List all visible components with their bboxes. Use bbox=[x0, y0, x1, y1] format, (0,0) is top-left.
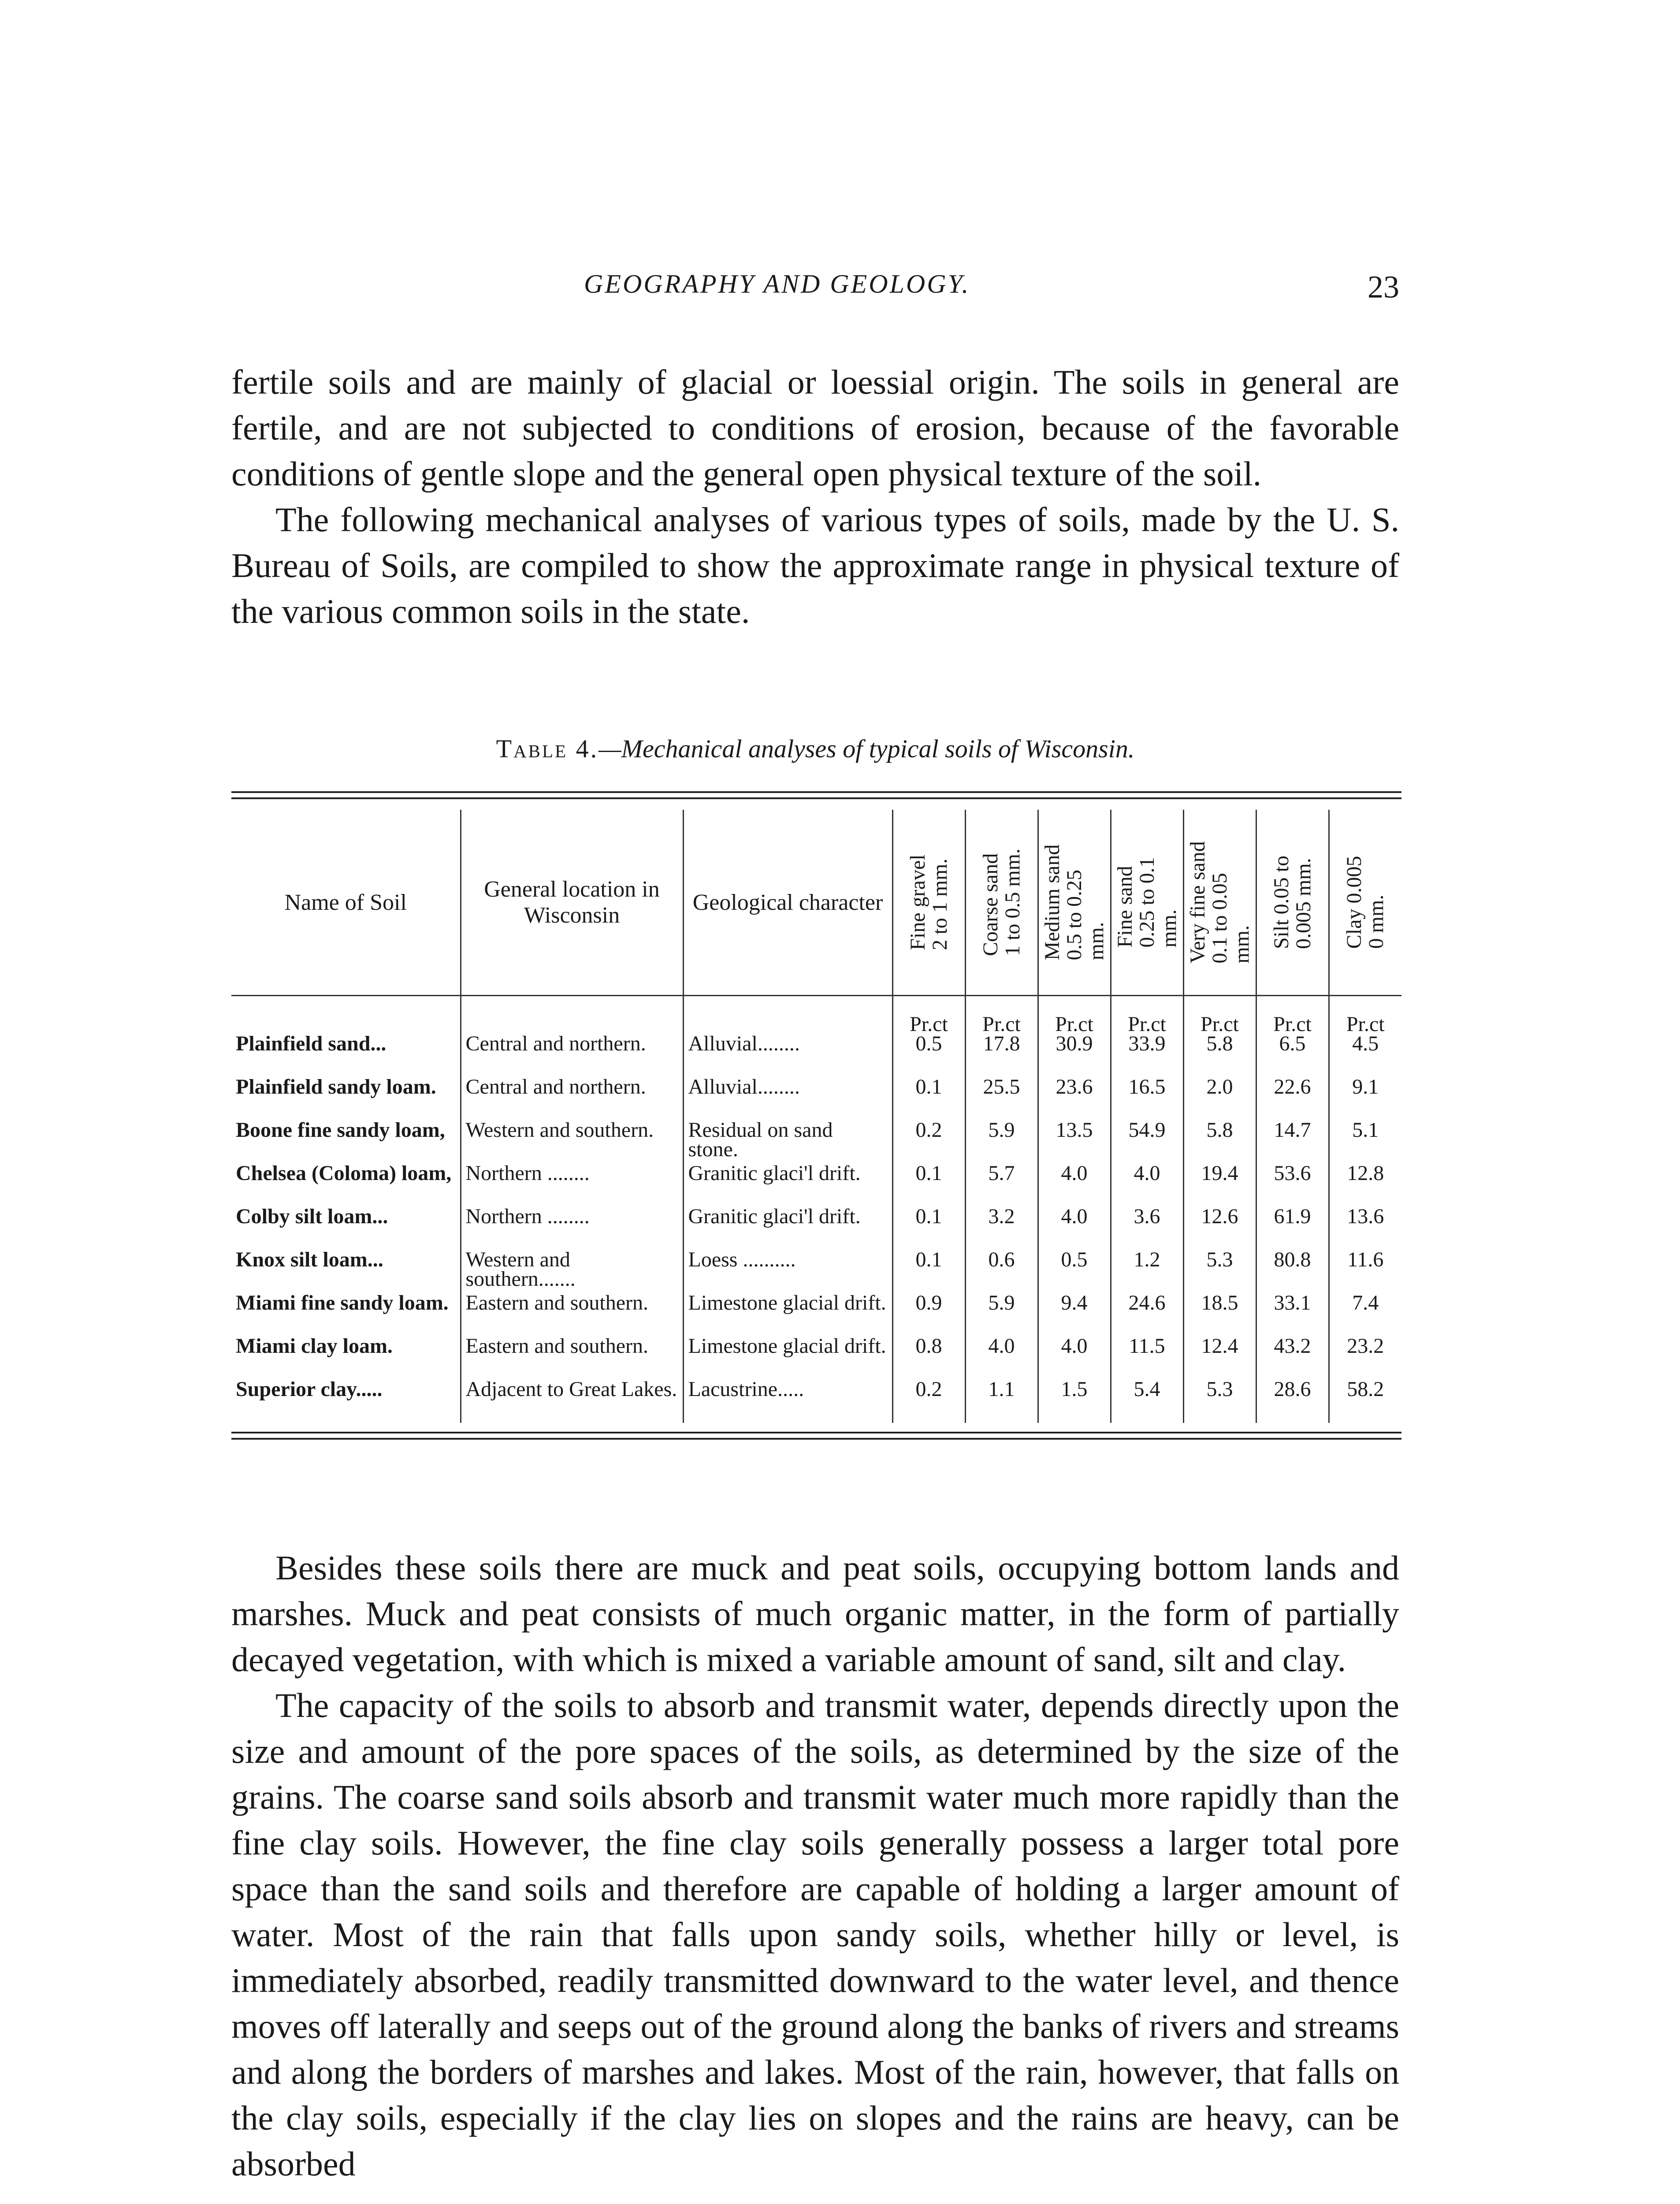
table-bottom-rule bbox=[231, 1432, 1401, 1440]
value-fine-gravel: 0.1 bbox=[892, 1077, 965, 1121]
value-coarse-sand: 3.2 bbox=[965, 1207, 1038, 1250]
table-row bbox=[231, 1164, 1401, 1207]
soil-name: Superior clay..... bbox=[231, 1380, 461, 1423]
table-row bbox=[231, 1121, 1401, 1164]
value-clay: 9.1 bbox=[1352, 1075, 1379, 1098]
value-very-fine-sand: 12.6 bbox=[1183, 1207, 1256, 1250]
value-silt: 6.5 bbox=[1256, 1034, 1329, 1077]
header-separator bbox=[231, 996, 1401, 999]
intro-text bbox=[231, 359, 1399, 634]
table-row bbox=[231, 1380, 1401, 1423]
value-silt: 22.6 bbox=[1256, 1077, 1329, 1121]
value-medium-sand: 13.5 bbox=[1038, 1121, 1111, 1164]
intro-paragraph-1: fertile soils and are mainly of glacial or loessial origin. The soils in general are fertile, and are not subjected to conditions of erosion, because of the favorable conditions of gentle slope and the general open physical texture of the soil. bbox=[231, 363, 1399, 493]
soil-name: Knox silt loam... bbox=[231, 1250, 461, 1293]
value-very-fine-sand: 5.8 bbox=[1183, 1034, 1256, 1077]
value-clay: 23.2 bbox=[1347, 1334, 1384, 1358]
value-clay: 4.5 bbox=[1352, 1032, 1379, 1055]
soil-geology: Granitic glaci'l drift. bbox=[683, 1207, 892, 1250]
header-fine-gravel: Fine gravel 2 to 1 mm. bbox=[892, 810, 965, 996]
value-clay: 5.1 bbox=[1352, 1118, 1379, 1142]
soil-geology: Granitic glaci'l drift. bbox=[683, 1164, 892, 1207]
soil-analysis-table bbox=[231, 810, 1401, 1423]
outro-paragraph-2: The capacity of the soils to absorb and transmit water, depends directly upon the size and amount of the pore spaces of the soils, as determined by the size of the grains. The coarse sand soils absorb and transmit water much more rapidly than the fine clay soils. However, the fine clay soils generally possess a larger total pore space than the sand soils and therefore are capable of holding a larger amount of water. Most of the rain that falls upon sandy soils, whether hilly or level, is immediately absorbed, readily transmitted downward to the water level, and thence moves off laterally and seeps out of the ground along the banks of rivers and streams and along the borders of marshes and lakes. Most of the rain, however, that falls on the clay soils, especially if the clay lies on slopes and the rains are heavy, can be absorbed bbox=[231, 1686, 1399, 2183]
value-coarse-sand: 4.0 bbox=[965, 1337, 1038, 1380]
soil-location: Eastern and southern. bbox=[461, 1337, 683, 1380]
value-clay: 12.8 bbox=[1347, 1162, 1384, 1185]
value-medium-sand: 23.6 bbox=[1038, 1077, 1111, 1121]
value-silt: 43.2 bbox=[1256, 1337, 1329, 1380]
table-row bbox=[231, 1034, 1401, 1077]
running-title: GEOGRAPHY AND GEOLOGY. bbox=[584, 269, 970, 298]
value-fine-sand: 4.0 bbox=[1111, 1164, 1183, 1207]
table-row bbox=[231, 1293, 1401, 1337]
value-fine-sand: 5.4 bbox=[1111, 1380, 1183, 1423]
unit-label: Pr.ct bbox=[892, 999, 965, 1034]
soil-location: Northern ........ bbox=[461, 1164, 683, 1207]
value-fine-sand: 54.9 bbox=[1111, 1121, 1183, 1164]
unit-label: Pr.ct bbox=[1038, 999, 1111, 1034]
intro-paragraph-2: The following mechanical analyses of various types of soils, made by the U. S. Bureau of Soils, are compiled to show the approximate range in physical texture of the various common soils in the state. bbox=[231, 500, 1399, 630]
value-silt: 80.8 bbox=[1256, 1250, 1329, 1293]
value-fine-gravel: 0.2 bbox=[892, 1121, 965, 1164]
value-silt: 33.1 bbox=[1256, 1293, 1329, 1337]
value-fine-sand: 24.6 bbox=[1111, 1293, 1183, 1337]
value-fine-gravel: 0.5 bbox=[892, 1034, 965, 1077]
value-coarse-sand: 5.9 bbox=[965, 1121, 1038, 1164]
soil-location: Western and southern. bbox=[461, 1121, 683, 1164]
value-fine-gravel: 0.9 bbox=[892, 1293, 965, 1337]
outro-text bbox=[231, 1545, 1399, 2187]
soil-geology: Alluvial........ bbox=[683, 1077, 892, 1121]
soil-analysis-table-wrap bbox=[231, 791, 1401, 1440]
soil-location: Northern ........ bbox=[461, 1207, 683, 1250]
table-row bbox=[231, 1077, 1401, 1121]
soil-location: Western and southern....... bbox=[461, 1250, 683, 1293]
value-coarse-sand: 5.9 bbox=[965, 1293, 1038, 1337]
value-coarse-sand: 5.7 bbox=[965, 1164, 1038, 1207]
value-very-fine-sand: 5.3 bbox=[1183, 1380, 1256, 1423]
value-coarse-sand: 25.5 bbox=[965, 1077, 1038, 1121]
value-medium-sand: 4.0 bbox=[1038, 1207, 1111, 1250]
unit-label: Pr.ct bbox=[1256, 999, 1329, 1034]
page-number: 23 bbox=[1368, 269, 1399, 305]
value-clay: 58.2 bbox=[1347, 1378, 1384, 1401]
value-very-fine-sand: 5.3 bbox=[1183, 1250, 1256, 1293]
value-clay: 11.6 bbox=[1347, 1248, 1384, 1271]
value-medium-sand: 0.5 bbox=[1038, 1250, 1111, 1293]
value-fine-gravel: 0.1 bbox=[892, 1164, 965, 1207]
value-coarse-sand: 1.1 bbox=[965, 1380, 1038, 1423]
header-general-location: General location in Wisconsin bbox=[461, 810, 683, 996]
value-coarse-sand: 17.8 bbox=[965, 1034, 1038, 1077]
soil-geology: Limestone glacial drift. bbox=[683, 1337, 892, 1380]
value-fine-sand: 33.9 bbox=[1111, 1034, 1183, 1077]
value-medium-sand: 4.0 bbox=[1038, 1337, 1111, 1380]
soil-location: Eastern and southern. bbox=[461, 1293, 683, 1337]
unit-label: Pr.ct bbox=[1346, 1013, 1385, 1036]
value-very-fine-sand: 2.0 bbox=[1183, 1077, 1256, 1121]
unit-label: Pr.ct bbox=[1183, 999, 1256, 1034]
table-label: Table 4. bbox=[496, 734, 599, 763]
value-silt: 28.6 bbox=[1256, 1380, 1329, 1423]
header-medium-sand: Medium sand 0.5 to 0.25 mm. bbox=[1038, 810, 1111, 996]
outro-paragraph-1: Besides these soils there are muck and peat soils, occupying bottom lands and marshes. Muck and peat consists of much organic matter, in the form of partially decayed vegetation, with which is mixed a variable amount of sand, silt and clay. bbox=[231, 1549, 1399, 1679]
soil-name: Plainfield sand... bbox=[231, 1034, 461, 1077]
soil-geology: Lacustrine..... bbox=[683, 1380, 892, 1423]
value-very-fine-sand: 12.4 bbox=[1183, 1337, 1256, 1380]
value-medium-sand: 4.0 bbox=[1038, 1164, 1111, 1207]
value-fine-gravel: 0.8 bbox=[892, 1337, 965, 1380]
value-medium-sand: 30.9 bbox=[1038, 1034, 1111, 1077]
value-coarse-sand: 0.6 bbox=[965, 1250, 1038, 1293]
table-row bbox=[231, 1207, 1401, 1250]
value-fine-sand: 16.5 bbox=[1111, 1077, 1183, 1121]
value-silt: 53.6 bbox=[1256, 1164, 1329, 1207]
header-very-fine-sand: Very fine sand 0.1 to 0.05 mm. bbox=[1183, 810, 1256, 996]
value-silt: 61.9 bbox=[1256, 1207, 1329, 1250]
value-fine-gravel: 0.1 bbox=[892, 1250, 965, 1293]
table-row bbox=[231, 1250, 1401, 1293]
soil-location: Adjacent to Great Lakes. bbox=[461, 1380, 683, 1423]
value-fine-sand: 1.2 bbox=[1111, 1250, 1183, 1293]
header-fine-sand: Fine sand 0.25 to 0.1 mm. bbox=[1111, 810, 1183, 996]
value-fine-sand: 3.6 bbox=[1111, 1207, 1183, 1250]
table-title: —Mechanical analyses of typical soils of Wisconsin. bbox=[598, 734, 1135, 763]
table-top-rule bbox=[231, 791, 1401, 799]
header-name-of-soil: Name of Soil bbox=[231, 810, 461, 996]
soil-name: Plainfield sandy loam. bbox=[231, 1077, 461, 1121]
header-coarse-sand: Coarse sand 1 to 0.5 mm. bbox=[965, 810, 1038, 996]
soil-name: Miami fine sandy loam. bbox=[231, 1293, 461, 1337]
soil-name: Chelsea (Coloma) loam, bbox=[231, 1164, 461, 1207]
value-silt: 14.7 bbox=[1256, 1121, 1329, 1164]
value-fine-sand: 11.5 bbox=[1111, 1337, 1183, 1380]
table-header-row bbox=[231, 810, 1401, 996]
soil-geology: Loess .......... bbox=[683, 1250, 892, 1293]
soil-name: Miami clay loam. bbox=[231, 1337, 461, 1380]
value-very-fine-sand: 5.8 bbox=[1183, 1121, 1256, 1164]
value-fine-gravel: 0.1 bbox=[892, 1207, 965, 1250]
unit-label: Pr.ct bbox=[965, 999, 1038, 1034]
soil-location: Central and northern. bbox=[461, 1077, 683, 1121]
soil-name: Boone fine sandy loam, bbox=[231, 1121, 461, 1164]
value-very-fine-sand: 19.4 bbox=[1183, 1164, 1256, 1207]
table-row bbox=[231, 1337, 1401, 1380]
header-clay: Clay 0.005 0 mm. bbox=[1342, 856, 1388, 949]
value-very-fine-sand: 18.5 bbox=[1183, 1293, 1256, 1337]
value-clay: 13.6 bbox=[1347, 1205, 1384, 1228]
soil-geology: Limestone glacial drift. bbox=[683, 1293, 892, 1337]
soil-location: Central and northern. bbox=[461, 1034, 683, 1077]
unit-label: Pr.ct bbox=[1111, 999, 1183, 1034]
soil-geology: Alluvial........ bbox=[683, 1034, 892, 1077]
value-fine-gravel: 0.2 bbox=[892, 1380, 965, 1423]
soil-name: Colby silt loam... bbox=[231, 1207, 461, 1250]
table-caption bbox=[231, 734, 1399, 763]
unit-row bbox=[231, 999, 1401, 1034]
value-medium-sand: 9.4 bbox=[1038, 1293, 1111, 1337]
value-clay: 7.4 bbox=[1352, 1291, 1379, 1314]
soil-geology: Residual on sand stone. bbox=[683, 1121, 892, 1164]
header-geological-character: Geological character bbox=[683, 810, 892, 996]
header-silt: Silt 0.05 to 0.005 mm. bbox=[1256, 810, 1329, 996]
page-header bbox=[231, 269, 1399, 309]
value-medium-sand: 1.5 bbox=[1038, 1380, 1111, 1423]
